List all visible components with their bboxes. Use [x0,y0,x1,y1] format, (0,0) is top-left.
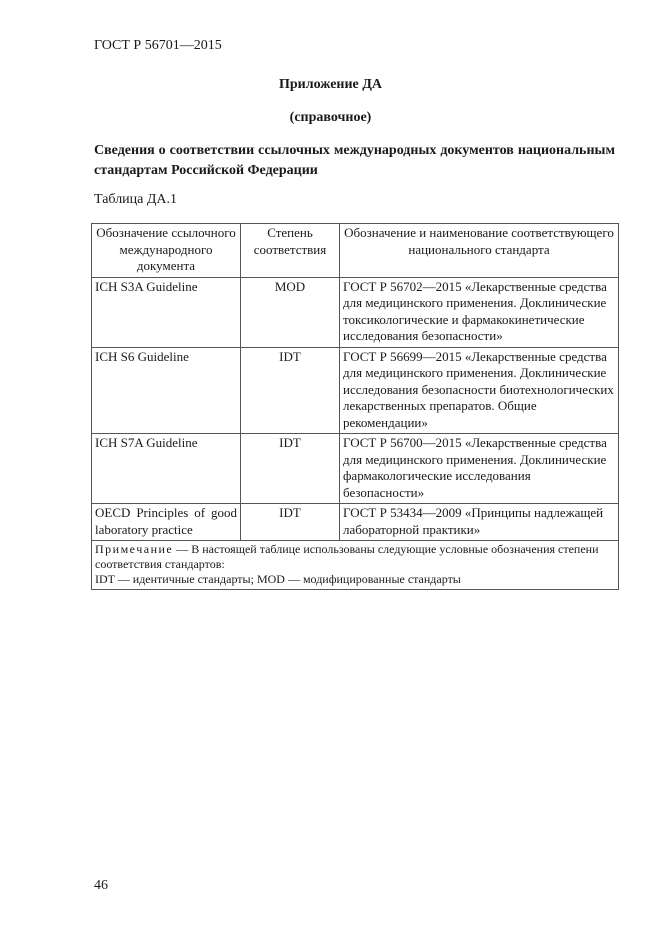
column-header-degree: Степень соответствия [241,224,340,278]
cell-national-standard: ГОСТ Р 56700—2015 «Лекарственные средства для медицинского применения. Доклинические фармакологические исследования безопасности» [340,434,619,504]
table-row [92,347,619,434]
cell-intl-document: OECD Principles of good laboratory practice [92,504,241,541]
note-label: Примечание [95,542,174,556]
table-header-row [92,224,619,278]
cell-degree: IDT [241,434,340,504]
document-code: ГОСТ Р 56701—2015 [94,38,222,53]
cell-national-standard: ГОСТ Р 56702—2015 «Лекарственные средства для медицинского применения. Доклинические токсикологические и фармакокинетические исследования безопасности» [340,277,619,347]
cell-degree: IDT [241,347,340,434]
correspondence-table-container [91,223,618,590]
annex-subtitle: (справочное) [289,110,372,125]
table-note [92,541,619,590]
table-row [92,504,619,541]
table-row [92,277,619,347]
column-header-intl: Обозначение ссылочного международного документа [92,224,241,278]
page-number: 46 [94,878,108,893]
cell-degree: IDT [241,504,340,541]
annex-title: Приложение ДА [278,77,383,92]
column-header-national: Обозначение и наименование соответствующего национального стандарта [340,224,619,278]
note-legend: IDT — идентичные стандарты; MOD — модифицированные стандарты [95,572,461,586]
cell-intl-document: ICH S6 Guideline [92,347,241,434]
cell-intl-document: ICH S3A Guideline [92,277,241,347]
cell-degree: MOD [241,277,340,347]
table-row [92,434,619,504]
cell-national-standard: ГОСТ Р 56699—2015 «Лекарственные средства для медицинского применения. Доклинические исследования безопасности биотехнологических лекарственных препаратов. Общие рекомендации» [340,347,619,434]
cell-national-standard: ГОСТ Р 53434—2009 «Принципы надлежащей лабораторной практики» [340,504,619,541]
table-note-row [92,541,619,590]
section-heading: Сведения о соответствии ссылочных международных документов национальным стандартам Российской Федерации [94,143,615,178]
table-caption: Таблица ДА.1 [94,192,178,207]
cell-intl-document: ICH S7A Guideline [92,434,241,504]
note-text: — В настоящей таблице использованы следующие условные обозначения степени соответствия стандартов: [95,542,599,571]
correspondence-table [91,223,619,590]
